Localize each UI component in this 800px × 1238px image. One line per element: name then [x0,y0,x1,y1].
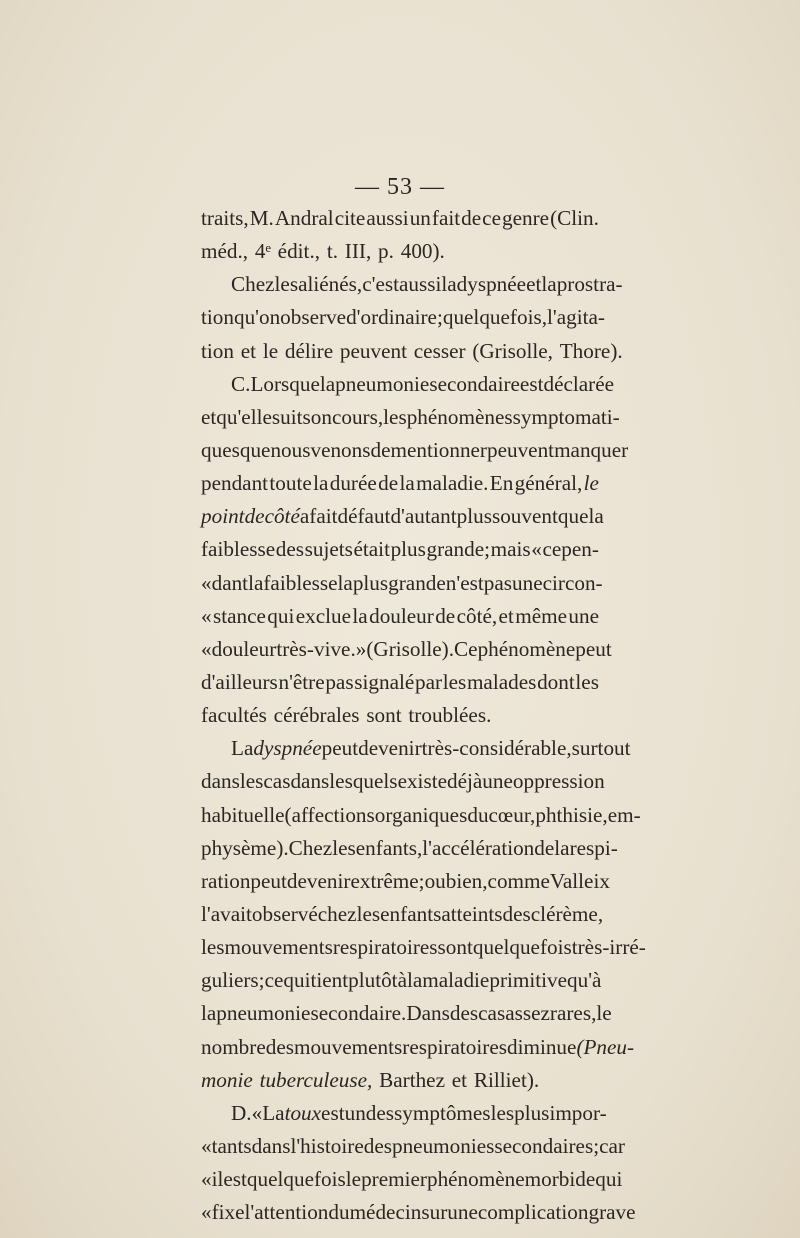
word: circon- [542,570,603,595]
word: la [554,835,570,860]
text-line [201,600,599,633]
word: ration [201,868,251,893]
word: n'est [445,570,484,595]
word: c'est [362,272,399,297]
word: nombre [201,1034,266,1059]
word: que [557,504,589,529]
word: manquer [554,437,629,462]
word: Chez [288,835,333,860]
word: qui [595,1167,623,1192]
text-line [201,1130,625,1163]
word: la [406,968,423,993]
word: respi- [569,835,618,860]
word: toux [284,1100,322,1125]
word: (Clin. [550,206,599,230]
word: la [313,471,329,496]
word: défaut [337,504,391,529]
word: est [321,1100,345,1125]
word: à [397,968,407,993]
word: diminue [506,1034,577,1059]
word: M. [249,206,274,230]
word: symptomati- [512,404,620,429]
word: pneumonies [391,1133,495,1158]
word: aliénés, [298,272,363,297]
text-line [201,1031,635,1064]
word: em- [607,802,641,827]
word: plutôt [348,968,398,993]
text-line [201,500,604,533]
word: quelquefois [472,935,572,960]
word: peut [321,736,359,761]
word: toute [269,471,312,496]
word: dyspnée [456,272,527,297]
word: était [353,537,390,562]
word: même [515,603,567,628]
word: mouvements [224,935,333,960]
word: cœur, [488,802,536,827]
word: déclarée [543,371,615,396]
word: durée [329,471,377,496]
word: morbide [524,1167,596,1192]
word: phthisie, [535,802,608,827]
word: comme [487,868,550,893]
word: peut [575,636,612,661]
text-line [201,202,599,235]
word: La [262,1100,285,1125]
word: très-vive. [276,636,356,661]
word: ou [424,868,446,893]
word: la [337,570,353,595]
word: et [526,272,542,297]
word: sont [437,935,473,960]
word: « [201,570,212,595]
word: que [239,437,271,462]
word: des [275,537,304,562]
word: primitive [489,968,568,993]
text-line [201,1097,607,1130]
word: observe [280,305,347,330]
word: phénomène [426,1167,525,1192]
word: ce [482,206,501,230]
word: une [482,769,513,794]
text-line [201,666,599,699]
word: le [596,1001,612,1026]
text-line [201,1064,599,1097]
word: qu'à [567,968,602,993]
word: et [201,404,217,429]
word: point [201,504,245,529]
word: « [531,537,542,562]
word: secondaires; [494,1133,600,1158]
word: C. [231,371,251,396]
word: impor- [549,1100,607,1125]
word: de [370,437,391,462]
word: genre [502,206,550,230]
word: physème). [201,835,289,860]
word: du [467,802,489,827]
word: tants [211,1133,252,1158]
text-line [201,765,605,798]
word: le [583,471,599,496]
word: est [223,1167,247,1192]
word: phénomènes [406,404,513,429]
word: Dans [406,1001,450,1026]
word: de [244,504,265,529]
word: nous [270,437,311,462]
word: très-considérable, [421,736,572,761]
word: troublées. [408,703,492,728]
word: aussi [398,272,442,297]
word: sont [366,703,402,728]
word: habituelle [201,802,285,827]
word: délire [284,338,334,363]
word: « [201,636,212,661]
word: la [441,272,457,297]
text-line [201,865,610,898]
word: Andral [274,206,334,230]
word: de [502,901,523,926]
word: la [201,1001,217,1026]
word: d'autant [390,504,457,529]
word: faiblesse [201,537,276,562]
word: le [262,338,279,363]
word: dyspnée [253,736,322,761]
word: son [302,404,332,429]
word: (affections [284,802,375,827]
word: (Grisolle, [472,338,553,363]
word: fixe [211,1200,245,1225]
word: côté, [456,603,498,628]
text-line [201,898,604,931]
word: des [363,1133,392,1158]
word: déjà [446,769,483,794]
word: l'histoire [290,1133,364,1158]
word: 400). [400,239,445,264]
word: des [265,1034,294,1059]
word: la [588,504,604,529]
word: la [319,371,336,396]
word: Valleix [549,868,610,893]
word: « [201,603,212,628]
word: pas [325,669,354,694]
word: grave [588,1200,636,1225]
word: pendant [201,471,269,496]
word: Ce [454,636,478,661]
word: p. [378,239,394,264]
word: l'accélération [422,835,535,860]
word: grande [388,570,446,595]
word: respiratoires [402,1034,507,1059]
word: Rilliet). [473,1067,540,1092]
word: « [201,1200,212,1225]
word: douleur [369,603,434,628]
text-line [201,301,605,334]
word: tuberculeuse, [259,1067,373,1092]
word: de [378,471,399,496]
word: les [356,901,381,926]
word: les [201,935,225,960]
word: organiques [374,802,468,827]
text-line [201,335,623,368]
word: surtout [571,736,631,761]
word: des [449,1001,479,1026]
word: maladie. [416,471,489,496]
word: les [239,769,264,794]
word: n'être [278,669,325,694]
word: une [447,1200,478,1225]
word: d'ailleurs [201,669,278,694]
word: enfants, [355,835,423,860]
word: quelquefois [246,1167,346,1192]
word: fait [309,504,338,529]
word: général, [514,471,583,496]
word: devenir [286,868,351,893]
word: atteints [441,901,503,926]
text-line [201,964,602,997]
word: les [332,835,356,860]
text-line [201,368,615,401]
word: dans [290,769,330,794]
word: sur [421,1200,448,1225]
word: pneumonie [335,371,430,396]
word: des [365,1100,395,1125]
word: douleur [211,636,277,661]
word: lesquels [329,769,398,794]
text-line [201,799,641,832]
word: complication [477,1200,589,1225]
word: la [541,272,557,297]
word: exclue [295,603,352,628]
word: « [251,1100,263,1125]
word: « [201,1167,212,1192]
word: oppression [512,769,605,794]
word: d'ordinaire; [346,305,443,330]
word: 4ᵉ [254,239,271,264]
word: plus [390,537,426,562]
word: extrême; [350,868,425,893]
word: malades [466,669,537,694]
word: les [383,404,407,429]
word: cours, [331,404,384,429]
page-number: — 53 — [355,174,445,200]
word: cérébrales [273,703,360,728]
word: prostra- [556,272,623,297]
word: peut [250,868,287,893]
word: bien, [445,868,488,893]
word: qu'elle [216,404,272,429]
word: est [519,371,544,396]
word: cesser [413,338,466,363]
text-line [201,235,599,268]
word: l'avait [201,901,252,926]
word: ce [264,968,284,993]
word: mais [490,537,531,562]
word: du [328,1200,350,1225]
word: cas [478,1001,506,1026]
word: tient [310,968,349,993]
word: assez [505,1001,550,1026]
word: ques [201,437,240,462]
word: Thore). [559,338,623,363]
text-line [201,931,646,964]
word: aussi [366,206,409,230]
word: un [344,1100,366,1125]
word: » [355,636,367,661]
word: plus [352,570,389,595]
word: symptômes [394,1100,491,1125]
word: existe [397,769,447,794]
word: médecin [349,1200,422,1225]
word: il [211,1167,224,1192]
word: de [461,206,482,230]
word: La [231,736,254,761]
word: observé [251,901,318,926]
word: signalé [354,669,415,694]
word: l'agita- [547,305,605,330]
word: (Pneu- [576,1034,635,1059]
word: dant [211,570,249,595]
word: pas [483,570,512,595]
word: et [498,603,514,628]
word: t. [326,239,339,264]
text-line [201,633,612,666]
word: les [575,669,599,694]
word: peuvent [487,437,555,462]
word: les [274,272,299,297]
word: En [489,471,514,496]
word: un [409,206,431,230]
word: quelquefois, [442,305,547,330]
text-line [201,533,599,566]
word: qu'on [233,305,281,330]
word: sclérème, [522,901,604,926]
word: cas [263,769,291,794]
word: rares, [549,1001,597,1026]
word: venons [310,437,371,462]
word: respiratoires [332,935,438,960]
word: III, [344,239,372,264]
word: grande; [426,537,491,562]
word: l'attention [244,1200,329,1225]
word: de [534,835,555,860]
word: faiblesse [263,570,338,595]
word: pneumonie [216,1001,311,1026]
text-line [201,699,599,732]
word: Lorsque [250,371,320,396]
word: « [201,1133,212,1158]
word: qui [283,968,311,993]
text-line [201,997,612,1030]
word: de [435,603,456,628]
text-line [201,832,618,865]
text-line [201,401,620,434]
word: suit [271,404,303,429]
word: dans [201,769,240,794]
body-text [201,202,646,1229]
word: le [345,1167,362,1192]
word: la [352,603,368,628]
word: stance [212,603,266,628]
text-line [201,1163,623,1196]
word: méd., [201,239,249,264]
word: Chez [231,272,275,297]
word: secondaire. [310,1001,407,1026]
text-line [201,567,603,600]
word: la [248,570,264,595]
word: cite [334,206,366,230]
word: édit., [277,239,321,264]
word: très-irré- [571,935,646,960]
word: plus [456,504,492,529]
word: et [451,1067,468,1092]
word: facultés [201,703,267,728]
word: Barthez [379,1067,445,1092]
word: mouvements [293,1034,403,1059]
word: mentionner [390,437,487,462]
word: cepen- [542,537,599,562]
word: maladie [422,968,490,993]
word: une [568,603,599,628]
word: fait [431,206,461,230]
word: car [599,1133,625,1158]
text-line [201,732,631,765]
word: qui [267,603,295,628]
word: et [240,338,257,363]
word: a [299,504,310,529]
word: la [399,471,415,496]
word: peuvent [339,338,407,363]
word: les [490,1100,515,1125]
word: plus [514,1100,550,1125]
word: par [414,669,443,694]
word: les [442,669,467,694]
word: tion [201,305,234,330]
word: traits, [201,206,249,230]
word: phénomène [477,636,576,661]
word: (Grisolle). [366,636,455,661]
word: chez [317,901,357,926]
text-line [201,268,623,301]
text-line [201,467,599,500]
word: une [512,570,543,595]
word: enfants [380,901,442,926]
word: monie [201,1067,253,1092]
text-line [201,434,629,467]
word: sujets [304,537,353,562]
word: premier [361,1167,427,1192]
word: tion [201,338,234,363]
word: dont [537,669,575,694]
word: souvent [491,504,558,529]
word: guliers; [201,968,265,993]
word: secondaire [429,371,520,396]
word: dans [251,1133,291,1158]
word: côté [264,504,300,529]
word: D. [231,1100,252,1125]
text-line [201,1196,636,1229]
word: devenir [358,736,422,761]
